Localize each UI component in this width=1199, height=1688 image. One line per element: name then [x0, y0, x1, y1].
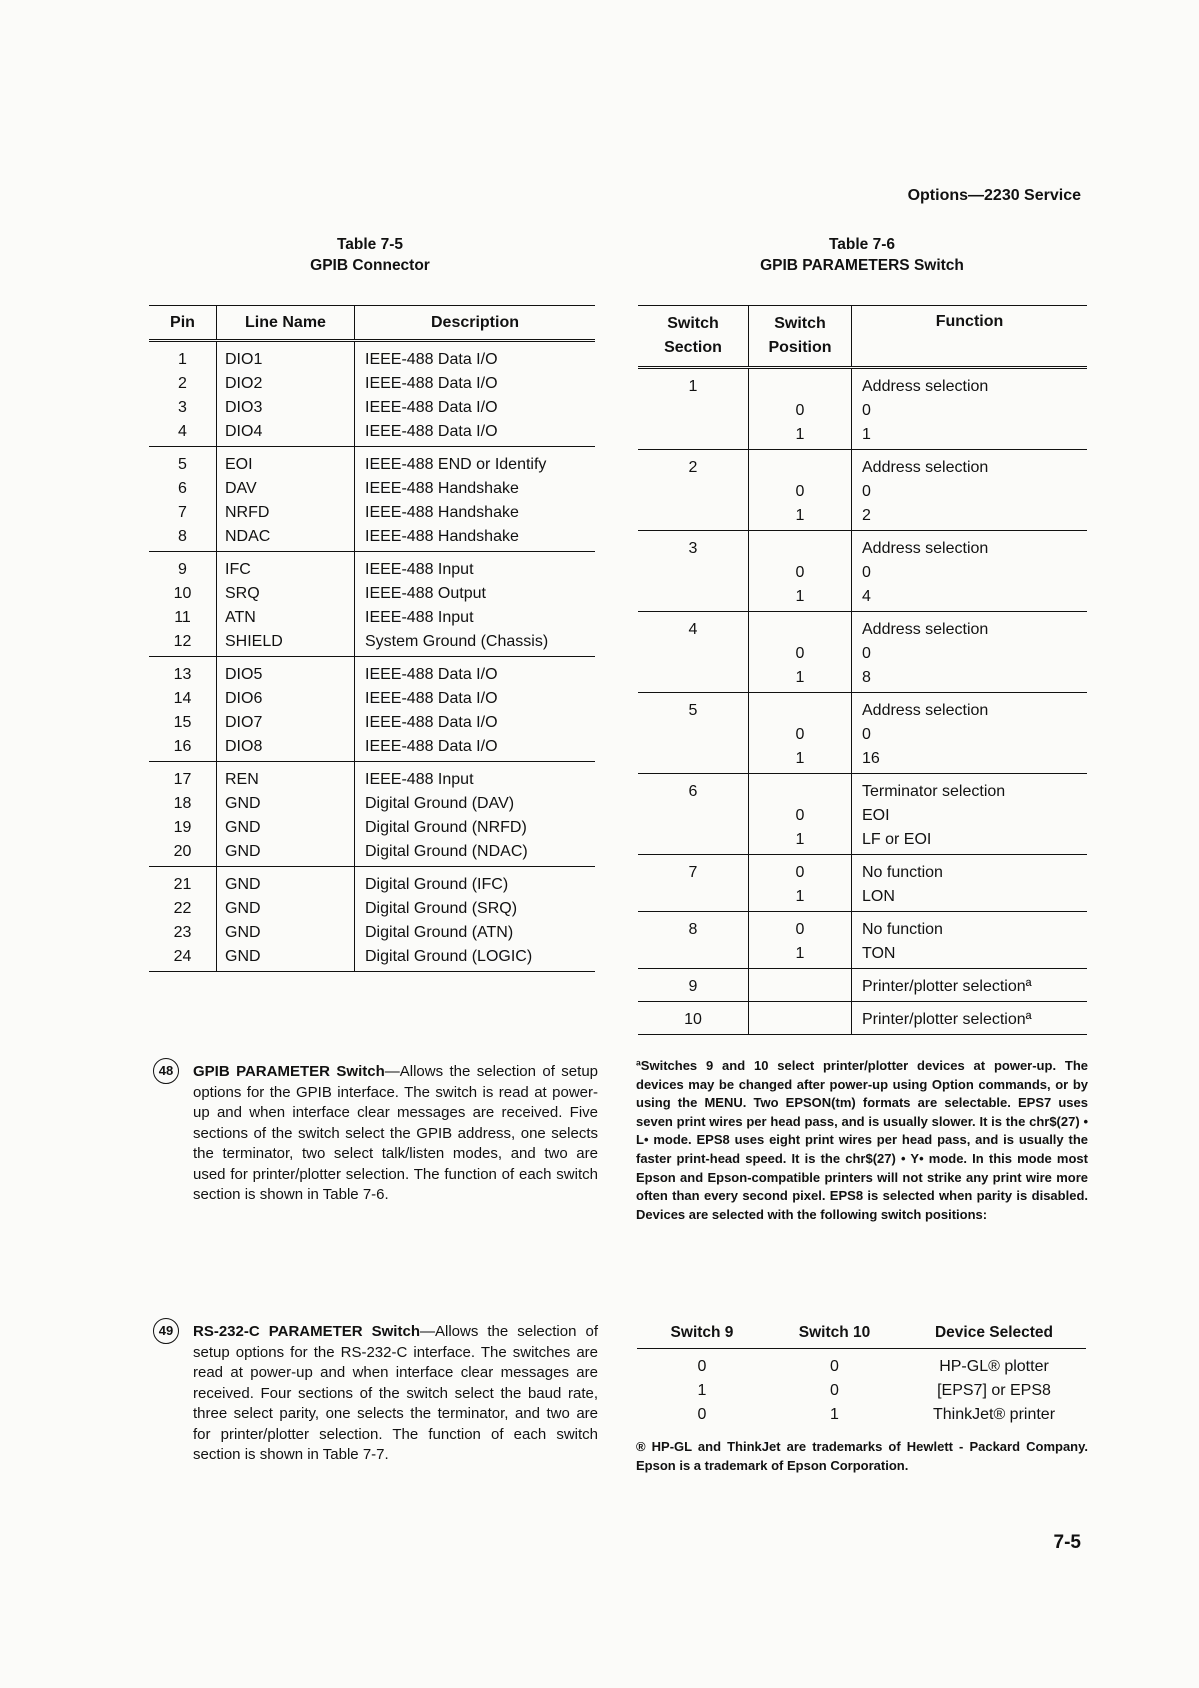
table5-number: Table 7-5: [336, 236, 404, 253]
table-row: [638, 804, 1087, 828]
table5-body: [149, 341, 595, 972]
function-cell: EOI: [862, 807, 890, 824]
col-switch-position-l2: Position: [768, 339, 832, 356]
switch-section-cell: 10: [638, 1002, 749, 1035]
paragraph-49: [153, 1322, 598, 1466]
col-line-name: Line Name: [217, 306, 355, 341]
table-row: [638, 723, 1087, 747]
description-cell: Digital Ground (IFC): [365, 876, 509, 893]
pin-cell: 24: [149, 945, 217, 972]
para48-lead2: Switch: [329, 1063, 385, 1080]
para49-lead: RS-232-C PARAMETER: [193, 1323, 363, 1340]
switch-position-cell: [749, 450, 852, 481]
line-name-cell: DIO2: [217, 372, 355, 396]
pin-cell: 20: [149, 840, 217, 867]
paragraph-48: [153, 1062, 598, 1206]
pin-cell: 17: [149, 762, 217, 793]
function-cell: Address selection: [862, 459, 989, 476]
function-cell: TON: [852, 942, 1088, 969]
switch-position-cell: 0: [749, 561, 852, 585]
col-switch-section: [638, 306, 749, 368]
description-cell: IEEE-488 Data I/O: [365, 375, 498, 392]
col-device-selected: Device Selected: [902, 1318, 1086, 1349]
para48-text: —Allows the selection of setup options for the GPIB interface. The switch is read at power-up and when interface clear messages are received. Five sections of the switch select the GPIB address, one selects the terminator, two select talk/listen modes, and two are used for printer/plotter selection. The function of each switch section is shown in Table 7-6.: [193, 1063, 599, 1203]
function-cell: Printer/plotter selectionª: [852, 1002, 1088, 1035]
callout-49-icon: 49: [153, 1318, 179, 1344]
table-row: [149, 372, 595, 396]
pin-cell: 2: [149, 372, 217, 396]
table7-body: [637, 1349, 1086, 1428]
pin-cell: 22: [149, 897, 217, 921]
table-row: [149, 525, 595, 552]
switch-position-cell: 1: [749, 942, 852, 969]
line-name-cell: GND: [217, 921, 355, 945]
switch-section-cell: [638, 747, 749, 774]
line-name-cell: GND: [217, 867, 355, 898]
function-cell: 16: [852, 747, 1088, 774]
description-cell: Digital Ground (ATN): [365, 924, 514, 941]
table-row: [149, 630, 595, 657]
device-selection-table: [637, 1318, 1086, 1427]
line-name-cell: GND: [217, 792, 355, 816]
pin-cell: 9: [149, 552, 217, 583]
table-row: [149, 447, 595, 478]
switch-section-cell: 6: [638, 774, 749, 805]
function-cell: Address selection: [862, 378, 989, 395]
line-name-cell: DIO8: [217, 735, 355, 762]
description-cell: IEEE-488 Data I/O: [355, 735, 596, 762]
pin-cell: 3: [149, 396, 217, 420]
table-7-6-gpib-parameters-switch: [638, 305, 1087, 1035]
switch-10-cell: 0: [830, 1358, 839, 1375]
line-name-cell: SRQ: [217, 582, 355, 606]
table-row: [638, 368, 1087, 400]
line-name-cell: DAV: [217, 477, 355, 501]
switch-section-cell: 9: [638, 969, 749, 1002]
table-row: [149, 792, 595, 816]
switch-position-cell: 1: [749, 666, 852, 693]
line-name-cell: NRFD: [217, 501, 355, 525]
switch-section-cell: 3: [638, 531, 749, 562]
table-row: [638, 942, 1087, 969]
function-cell: Address selection: [862, 540, 989, 557]
description-cell: IEEE-488 Data I/O: [365, 351, 498, 368]
table-row: [638, 693, 1087, 724]
switch-9-cell: 0: [697, 1406, 707, 1423]
description-cell: IEEE-488 END or Identify: [365, 456, 547, 473]
table-row: [638, 423, 1087, 450]
table-row: [637, 1403, 1086, 1427]
trademark-note: ® HP-GL and ThinkJet are trademarks of Hewlett - Packard Company. Epson is a trademark of Epson Corporation.: [636, 1439, 1088, 1473]
function-cell: 0: [862, 483, 871, 500]
function-cell: Address selection: [862, 621, 989, 638]
switch-position-cell: 0: [749, 399, 852, 423]
running-header: Options—2230 Service: [907, 187, 1081, 204]
switch-section-cell: [638, 666, 749, 693]
pin-cell: 19: [149, 816, 217, 840]
pin-cell: 5: [149, 447, 217, 478]
switch-position-cell: [749, 612, 852, 643]
description-cell: Digital Ground (DAV): [365, 795, 515, 812]
switch-position-cell: 0: [749, 804, 852, 828]
pin-cell: 13: [149, 657, 217, 688]
description-cell: Digital Ground (NDAC): [355, 840, 596, 867]
pin-cell: 1: [149, 341, 217, 373]
callout-48-icon: 48: [153, 1058, 179, 1084]
table6-number: Table 7-6: [828, 236, 896, 253]
switch-position-cell: 1: [749, 504, 852, 531]
switch-position-cell: 1: [749, 423, 852, 450]
table-row: [149, 816, 595, 840]
line-name-cell: ATN: [217, 606, 355, 630]
description-cell: IEEE-488 Data I/O: [365, 666, 498, 683]
switch-section-cell: [638, 504, 749, 531]
table-row: [149, 582, 595, 606]
table-row: [638, 531, 1087, 562]
description-cell: IEEE-488 Handshake: [365, 480, 519, 497]
description-cell: IEEE-488 Handshake: [365, 504, 519, 521]
table-row: [149, 840, 595, 867]
switch-position-cell: 1: [749, 747, 852, 774]
function-cell: No function: [862, 921, 943, 938]
table-row: [638, 612, 1087, 643]
switch-section-cell: [638, 423, 749, 450]
col-switch-position: [749, 306, 852, 368]
line-name-cell: REN: [217, 762, 355, 793]
line-name-cell: GND: [217, 897, 355, 921]
pin-cell: 6: [149, 477, 217, 501]
line-name-cell: DIO4: [217, 420, 355, 447]
function-cell: 0: [862, 564, 871, 581]
table-row: [149, 606, 595, 630]
pin-cell: 18: [149, 792, 217, 816]
table-row: [149, 657, 595, 688]
footnote-a: ªSwitches 9 and 10 select printer/plotter devices at power-up. The devices may be changed after power-up using Option commands, or by using the MENU. Two EPSON(tm) formats are selectable. EPS7 uses seven print wires per head pass, and is usually slower. It is the chr$(27) • L• mode. EPS8 uses eight print wires per head pass, and is usually the faster print-head speed. It is the chr$(27) • Y• mode. In this mode most Epson and Epson-compatible printers will not strike any print wire more often than every second pixel. EPS8 is selected when parity is disabled. Devices are selected with the following switch positions:: [636, 1058, 1088, 1222]
device-cell: [EPS7] or EPS8: [937, 1382, 1051, 1399]
switch-position-cell: 1: [749, 585, 852, 612]
description-cell: IEEE-488 Input: [365, 561, 474, 578]
switch-position-cell: [749, 368, 852, 400]
function-cell: 2: [852, 504, 1088, 531]
table-row: [638, 561, 1087, 585]
table-row: [149, 420, 595, 447]
function-cell: 0: [862, 726, 871, 743]
switch-section-cell: [638, 828, 749, 855]
line-name-cell: GND: [217, 816, 355, 840]
table-row: [149, 945, 595, 972]
switch-position-cell: 0: [749, 855, 852, 886]
description-cell: IEEE-488 Handshake: [355, 525, 596, 552]
pin-cell: 10: [149, 582, 217, 606]
switch-section-cell: 2: [638, 450, 749, 481]
description-cell: Digital Ground (SRQ): [365, 900, 518, 917]
col-description: Description: [355, 306, 596, 341]
switch-position-cell: 0: [749, 642, 852, 666]
table-row: [638, 912, 1087, 943]
table-row: [149, 735, 595, 762]
col-function: Function: [852, 306, 1088, 368]
table-row: [638, 504, 1087, 531]
table-row: [149, 867, 595, 898]
table-row: [149, 396, 595, 420]
function-cell: 4: [852, 585, 1088, 612]
switch-position-cell: [749, 693, 852, 724]
switch-9-cell: 1: [697, 1382, 707, 1399]
table-row: [638, 855, 1087, 886]
switch-section-cell: [638, 723, 749, 747]
line-name-cell: GND: [217, 840, 355, 867]
switch-position-cell: [749, 531, 852, 562]
function-cell: 8: [852, 666, 1088, 693]
switch-position-cell: [749, 774, 852, 805]
switch-10-cell: 1: [830, 1406, 839, 1423]
device-cell: ThinkJet® printer: [932, 1406, 1056, 1423]
pin-cell: 12: [149, 630, 217, 657]
function-cell: 0: [862, 402, 871, 419]
switch-section-cell: [638, 561, 749, 585]
switch-section-cell: [638, 885, 749, 912]
line-name-cell: DIO1: [217, 341, 355, 373]
col-switch-9: Switch 9: [637, 1318, 767, 1349]
table-row: [149, 552, 595, 583]
switch-section-cell: [638, 804, 749, 828]
description-cell: Digital Ground (LOGIC): [355, 945, 596, 972]
table-row: [638, 774, 1087, 805]
switch-section-cell: [638, 942, 749, 969]
line-name-cell: DIO3: [217, 396, 355, 420]
table5-caption: [220, 234, 520, 276]
para49-text: —Allows the selection of setup options for the RS-232-C interface. The switches are read at power-up and when interface clear messages are received. Four sections of the switch select the baud rate, three select parity, one selects the terminator, and two are for printer/plotter selection. The function of each switch section is shown in Table 7-7.: [193, 1323, 598, 1463]
table-row: [638, 828, 1087, 855]
table-row: [149, 501, 595, 525]
description-cell: IEEE-488 Data I/O: [355, 420, 596, 447]
switch-section-cell: [638, 642, 749, 666]
table-row: [149, 687, 595, 711]
pin-cell: 11: [149, 606, 217, 630]
function-cell: LF or EOI: [852, 828, 1088, 855]
line-name-cell: DIO6: [217, 687, 355, 711]
table-row: [638, 747, 1087, 774]
description-cell: Digital Ground (NRFD): [365, 819, 527, 836]
col-switch-position-l1: Switch: [774, 315, 826, 332]
table5-title: GPIB Connector: [310, 257, 430, 274]
table-row: [638, 399, 1087, 423]
pin-cell: 23: [149, 921, 217, 945]
switch-section-cell: 5: [638, 693, 749, 724]
line-name-cell: NDAC: [217, 525, 355, 552]
pin-cell: 14: [149, 687, 217, 711]
line-name-cell: DIO5: [217, 657, 355, 688]
switch-section-cell: 4: [638, 612, 749, 643]
function-cell: No function: [862, 864, 943, 881]
switch-section-cell: 7: [638, 855, 749, 886]
table-row: [638, 585, 1087, 612]
table-row: [149, 897, 595, 921]
table-row: [638, 885, 1087, 912]
description-cell: IEEE-488 Data I/O: [365, 714, 498, 731]
switch-position-cell: 0: [749, 912, 852, 943]
table-row: [149, 341, 595, 373]
device-cell: HP-GL® plotter: [939, 1358, 1049, 1375]
table-row: [638, 642, 1087, 666]
description-cell: IEEE-488 Input: [365, 609, 474, 626]
switch-position-cell: [749, 1002, 852, 1035]
paragraph-49-body: [153, 1322, 598, 1466]
table-row: [149, 762, 595, 793]
table-row: [638, 450, 1087, 481]
function-cell: Printer/plotter selectionª: [852, 969, 1088, 1002]
pin-cell: 15: [149, 711, 217, 735]
paragraph-48-body: [153, 1062, 598, 1206]
switch-section-cell: [638, 585, 749, 612]
col-switch-10: Switch 10: [767, 1318, 902, 1349]
switch-9-cell: 0: [697, 1358, 707, 1375]
switch-section-cell: 8: [638, 912, 749, 943]
para48-lead: GPIB PARAMETER: [193, 1063, 330, 1080]
description-cell: IEEE-488 Data I/O: [365, 690, 498, 707]
description-cell: IEEE-488 Input: [365, 771, 474, 788]
line-name-cell: GND: [217, 945, 355, 972]
switch-section-cell: [638, 480, 749, 504]
line-name-cell: DIO7: [217, 711, 355, 735]
switch-position-cell: 0: [749, 480, 852, 504]
function-cell: 1: [852, 423, 1088, 450]
switch-position-cell: [749, 969, 852, 1002]
table6-body: [638, 368, 1087, 1035]
switch-section-cell: [638, 399, 749, 423]
table6-title: GPIB PARAMETERS Switch: [760, 257, 964, 274]
pin-cell: 8: [149, 525, 217, 552]
line-name-cell: SHIELD: [217, 630, 355, 657]
table-row: [149, 711, 595, 735]
description-cell: System Ground (Chassis): [355, 630, 596, 657]
switch-position-cell: 1: [749, 828, 852, 855]
pin-cell: 21: [149, 867, 217, 898]
table-7-5-gpib-connector: [149, 305, 595, 972]
pin-cell: 4: [149, 420, 217, 447]
page-number: 7-5: [1053, 1532, 1081, 1553]
pin-cell: 16: [149, 735, 217, 762]
function-cell: Address selection: [862, 702, 989, 719]
switch-section-cell: 1: [638, 368, 749, 400]
function-cell: Terminator selection: [862, 783, 1006, 800]
table-row: [149, 477, 595, 501]
line-name-cell: EOI: [217, 447, 355, 478]
para49-lead2: Switch: [362, 1323, 420, 1340]
function-cell: LON: [852, 885, 1088, 912]
line-name-cell: IFC: [217, 552, 355, 583]
pin-cell: 7: [149, 501, 217, 525]
table-row: [638, 1002, 1087, 1035]
switch-10-cell: 0: [830, 1382, 839, 1399]
col-switch-section-l1: Switch: [667, 315, 719, 332]
table6-caption: [712, 234, 1012, 276]
table-row: [638, 666, 1087, 693]
description-cell: IEEE-488 Output: [365, 585, 486, 602]
function-cell: 0: [862, 645, 871, 662]
table-row: [149, 921, 595, 945]
switch-position-cell: 1: [749, 885, 852, 912]
table-row: [638, 969, 1087, 1002]
table-row: [638, 480, 1087, 504]
description-cell: IEEE-488 Data I/O: [365, 399, 498, 416]
table-row: [637, 1379, 1086, 1403]
table-row: [637, 1349, 1086, 1380]
col-pin: Pin: [149, 306, 217, 341]
switch-position-cell: 0: [749, 723, 852, 747]
col-switch-section-l2: Section: [664, 339, 722, 356]
